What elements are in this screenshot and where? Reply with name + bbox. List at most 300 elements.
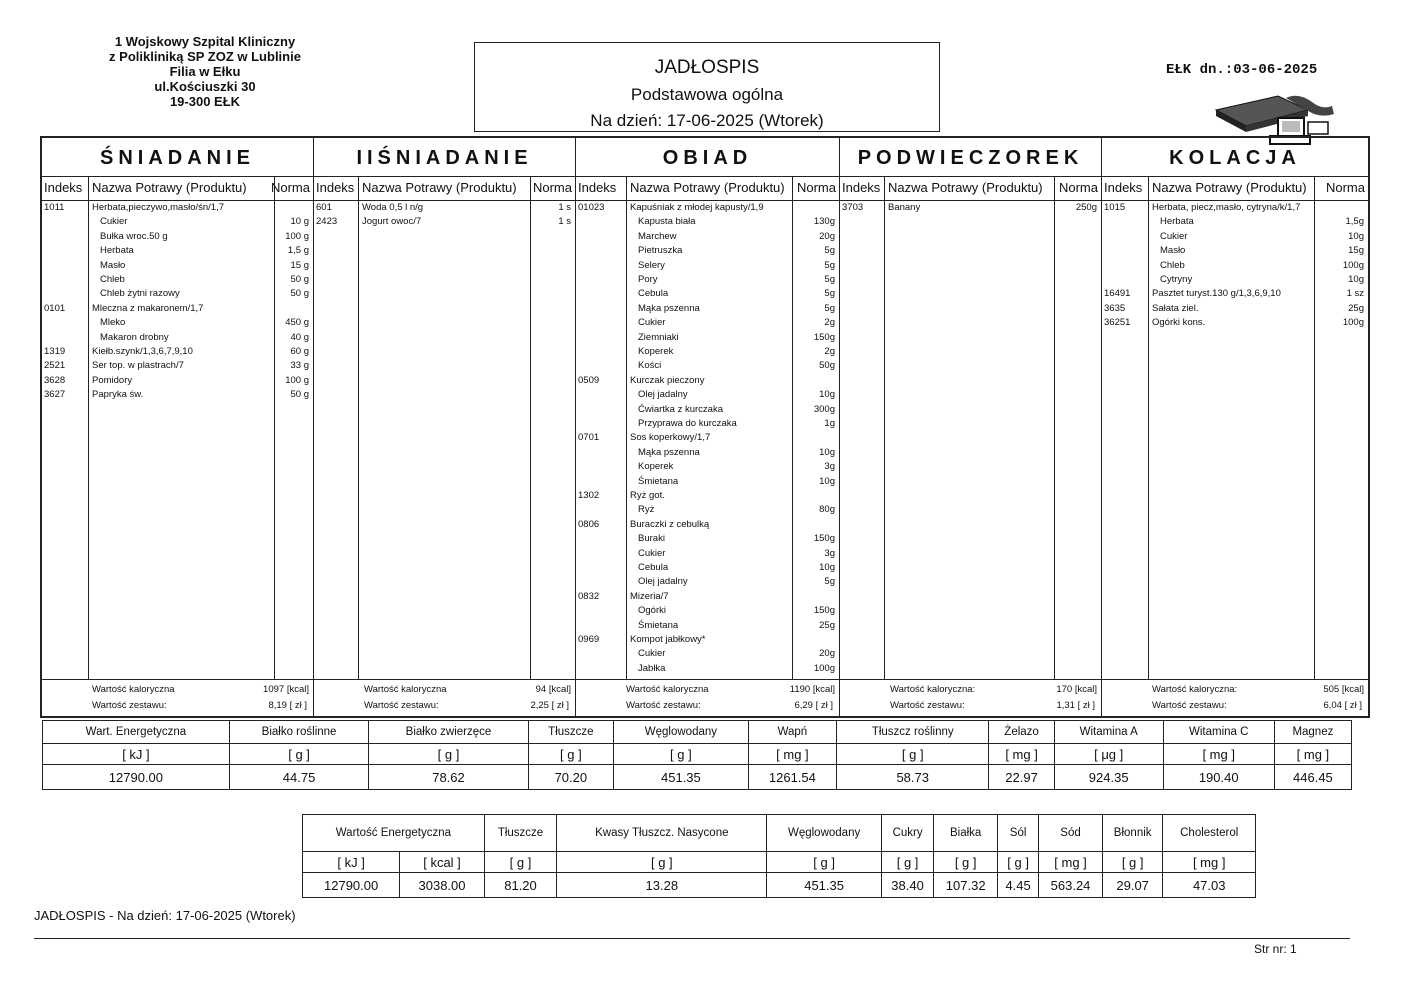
nut2-header: Cholesterol	[1163, 815, 1256, 852]
nut2-unit: [ g ]	[1102, 852, 1163, 873]
row-index: 16491	[1104, 288, 1131, 300]
menu-row	[576, 303, 839, 317]
nut2-value: 47.03	[1163, 873, 1256, 898]
menu-grid	[40, 136, 1370, 718]
menu-row	[42, 274, 313, 288]
nut2-unit: [ kcal ]	[400, 852, 485, 873]
menu-row	[42, 245, 313, 259]
row-norm: 5g	[824, 274, 835, 285]
row-name: Chleb	[1160, 259, 1185, 271]
nut2-value: 81.20	[484, 873, 557, 898]
row-name: Cebula	[638, 288, 669, 300]
nut2-value: 12790.00	[303, 873, 400, 898]
menu-row	[576, 562, 839, 576]
row-name: Sos koperkowy/1,7	[630, 432, 711, 444]
nut-unit: [ g ]	[528, 744, 613, 765]
menu-row	[42, 346, 313, 360]
nut-value: 22.97	[989, 765, 1054, 790]
row-name: Przyprawa do kurczaka	[638, 418, 737, 429]
meal-column-header	[576, 176, 839, 201]
nut2-value: 38.40	[881, 873, 933, 898]
header-index: Indeks	[316, 180, 355, 195]
row-name: Mleczna z makaronem/1,7	[92, 302, 204, 314]
row-norm: 10g	[1348, 274, 1364, 285]
nut2-header: Sód	[1039, 815, 1103, 852]
row-norm: 80g	[819, 504, 835, 516]
nut2-header: Białka	[934, 815, 998, 852]
row-name: Ćwiartka z kurczaka	[638, 403, 723, 415]
row-name: Pasztet turyst.130 g/1,3,6,9,10	[1152, 288, 1281, 300]
menu-row	[42, 389, 313, 403]
nut-header: Żelazo	[989, 721, 1054, 744]
row-name: Ryż	[638, 504, 655, 516]
row-name: Cukier	[1160, 230, 1188, 242]
menu-row	[576, 389, 839, 403]
nutrition-table-summary	[302, 814, 1256, 898]
row-norm: 10g	[819, 562, 835, 573]
menu-row	[576, 461, 839, 475]
nut2-value: 563.24	[1039, 873, 1103, 898]
row-name: Pory	[638, 274, 658, 285]
nut2-header: Kwasy Tłuszcz. Nasycone	[557, 815, 767, 852]
nut-unit: [ mg ]	[1274, 744, 1351, 765]
menu-row	[576, 447, 839, 461]
menu-row	[1102, 245, 1368, 259]
meal-column	[1102, 138, 1368, 716]
row-norm: 100 g	[285, 230, 309, 242]
nut-value: 451.35	[614, 765, 749, 790]
price-label: Wartość zestawu:	[890, 700, 965, 711]
meal-column	[840, 138, 1102, 716]
meal-title: KOLACJA	[1102, 138, 1368, 177]
row-norm: 3g	[824, 547, 835, 559]
hospital-line: ul.Kościuszki 30	[154, 79, 256, 94]
menu-row	[42, 216, 313, 230]
row-index: 01023	[578, 202, 605, 213]
menu-row	[42, 317, 313, 331]
row-index: 3628	[44, 374, 66, 386]
nut2-value: 107.32	[934, 873, 998, 898]
nut-unit: [ g ]	[837, 744, 989, 765]
row-index: 0509	[578, 374, 600, 386]
row-name: Buraki	[638, 533, 665, 545]
row-name: Kompot jabłkowy*	[630, 634, 706, 645]
row-norm: 1,5 g	[287, 245, 309, 257]
row-name: Ser top. w plastrach/7	[92, 360, 184, 372]
menu-row	[576, 648, 839, 662]
nut-unit: [ mg ]	[748, 744, 836, 765]
row-norm: 20g	[819, 648, 835, 660]
meal-title: PODWIECZOREK	[840, 138, 1101, 177]
hospital-address	[70, 34, 340, 109]
kcal-label: Wartość kaloryczna	[626, 684, 709, 695]
issue-date: EŁK dn.:03-06-2025	[1166, 62, 1318, 78]
row-norm: 1 s	[558, 202, 571, 213]
menu-row	[576, 216, 839, 230]
nut2-header: Tłuszcze	[484, 815, 557, 852]
menu-row	[1102, 317, 1368, 331]
menu-row	[1102, 231, 1368, 245]
row-name: Papryka św.	[92, 389, 144, 401]
meal-title: IIŚNIADANIE	[314, 138, 575, 177]
header-norm: Norma	[1325, 180, 1365, 195]
row-name: Kiełb.szynk/1,3,6,7,9,10	[92, 346, 193, 357]
price-value: 1,31 [ zł ]	[1056, 700, 1095, 711]
nut-unit: [ μg ]	[1054, 744, 1163, 765]
header-index: Indeks	[1104, 180, 1143, 195]
row-norm: 5g	[824, 576, 835, 588]
row-norm: 450 g	[285, 317, 309, 329]
menu-row	[42, 303, 313, 317]
header-name: Nazwa Potrawy (Produktu)	[362, 180, 517, 195]
hospital-line: 1 Wojskowy Szpital Kliniczny	[114, 34, 296, 49]
row-norm: 2g	[824, 317, 835, 329]
nut-value: 78.62	[369, 765, 528, 790]
row-name: Woda 0,5 l n/g	[362, 202, 424, 213]
header-name: Nazwa Potrawy (Produktu)	[92, 180, 247, 195]
row-norm: 100g	[1342, 317, 1364, 329]
meal-title: OBIAD	[576, 138, 839, 177]
kcal-value: 1097 [kcal]	[263, 684, 309, 695]
menu-row	[576, 620, 839, 634]
price-value: 8,19 [ zł ]	[268, 700, 307, 711]
row-norm: 1 s	[558, 216, 571, 228]
nut-value: 190.40	[1163, 765, 1274, 790]
menu-row	[576, 317, 839, 331]
meal-summary	[42, 679, 313, 716]
row-norm: 2g	[824, 346, 835, 357]
nut2-value: 13.28	[557, 873, 767, 898]
row-norm: 100 g	[285, 374, 309, 386]
row-name: Koperek	[638, 461, 674, 473]
nut2-unit: [ g ]	[998, 852, 1039, 873]
row-index: 1015	[1104, 202, 1126, 213]
header-name: Nazwa Potrawy (Produktu)	[630, 180, 785, 195]
menu-row	[42, 202, 313, 216]
menu-row	[576, 634, 839, 648]
menu-row	[1102, 202, 1368, 216]
meal-title: ŚNIADANIE	[42, 138, 313, 177]
row-norm: 10g	[819, 446, 835, 458]
menu-row	[840, 202, 1101, 216]
row-name: Kapuśniak z młodej kapusty/1,9	[630, 202, 764, 213]
menu-row	[576, 202, 839, 216]
row-name: Kurczak pieczony	[630, 374, 705, 386]
menu-date: Na dzień: 17-06-2025 (Wtorek)	[590, 111, 824, 130]
row-name: Pietruszka	[638, 245, 683, 257]
menu-row	[576, 260, 839, 274]
footer-divider	[34, 938, 1350, 939]
row-name: Śmietana	[638, 475, 679, 487]
nut2-unit: [ mg ]	[1163, 852, 1256, 873]
header-name: Nazwa Potrawy (Produktu)	[1152, 180, 1307, 195]
price-label: Wartość zestawu:	[1152, 700, 1227, 711]
menu-row	[576, 519, 839, 533]
kcal-label: Wartość kaloryczna:	[1152, 684, 1238, 695]
row-norm: 150g	[813, 331, 835, 343]
row-norm: 150g	[813, 605, 835, 617]
row-norm: 60 g	[290, 346, 309, 357]
row-norm: 1g	[824, 418, 835, 429]
row-name: Herbata	[100, 245, 134, 257]
row-name: Śmietana	[638, 619, 679, 631]
row-name: Ogórki kons.	[1152, 317, 1206, 329]
nut2-header: Cukry	[881, 815, 933, 852]
nut2-unit: [ g ]	[484, 852, 557, 873]
nut2-unit: [ kJ ]	[303, 852, 400, 873]
nut-value: 70.20	[528, 765, 613, 790]
header-norm: Norma	[270, 180, 310, 195]
row-name: Masło	[100, 259, 126, 271]
row-index: 0969	[578, 634, 600, 645]
menu-row	[314, 216, 575, 230]
row-index: 1302	[578, 490, 600, 501]
row-name: Mleko	[100, 317, 126, 329]
menu-row	[576, 663, 839, 677]
row-norm: 33 g	[290, 360, 309, 372]
row-name: Cukier	[638, 317, 666, 329]
diet-name: Podstawowa ogólna	[630, 85, 784, 104]
row-norm: 250g	[1075, 202, 1097, 213]
nut2-header: Węglowodany	[767, 815, 882, 852]
nut2-header: Błonnik	[1102, 815, 1163, 852]
nut-unit: [ g ]	[369, 744, 528, 765]
row-name: Jabłka	[638, 662, 666, 674]
row-index: 0832	[578, 590, 600, 602]
kcal-label: Wartość kaloryczna	[364, 684, 447, 695]
menu-row	[576, 375, 839, 389]
nut-value: 12790.00	[43, 765, 230, 790]
menu-row	[576, 504, 839, 518]
nut2-unit: [ g ]	[881, 852, 933, 873]
price-label: Wartość zestawu:	[364, 700, 439, 711]
nut2-unit: [ mg ]	[1039, 852, 1103, 873]
row-norm: 50 g	[290, 288, 309, 300]
menu-row	[314, 202, 575, 216]
nut-value: 44.75	[229, 765, 368, 790]
column-divider	[1054, 176, 1055, 680]
row-index: 36251	[1104, 317, 1131, 329]
menu-row	[576, 576, 839, 590]
header-norm: Norma	[532, 180, 572, 195]
row-norm: 5g	[824, 288, 835, 300]
row-name: Herbata	[1160, 216, 1194, 228]
nut2-unit: [ g ]	[934, 852, 998, 873]
meal-column	[314, 138, 576, 716]
column-divider	[358, 176, 359, 680]
row-name: Chleb żytni razowy	[100, 288, 180, 300]
row-norm: 100g	[1342, 259, 1364, 271]
row-index: 3627	[44, 389, 66, 401]
row-name: Banany	[888, 202, 921, 213]
kcal-value: 170 [kcal]	[1056, 684, 1097, 695]
nut-header: Magnez	[1274, 721, 1351, 744]
row-norm: 40 g	[290, 331, 309, 343]
row-index: 2423	[316, 216, 338, 228]
row-index: 0701	[578, 432, 600, 444]
meal-column-header	[42, 176, 313, 201]
row-norm: 15 g	[290, 259, 309, 271]
menu-row	[1102, 274, 1368, 288]
nut2-value: 3038.00	[400, 873, 485, 898]
row-norm: 5g	[824, 245, 835, 257]
menu-row	[1102, 288, 1368, 302]
row-norm: 1,5g	[1345, 216, 1364, 228]
row-index: 1319	[44, 346, 66, 357]
header-index: Indeks	[578, 180, 617, 195]
row-norm: 5g	[824, 259, 835, 271]
row-norm: 10 g	[290, 216, 309, 228]
nut-header: Węglowodany	[614, 721, 749, 744]
menu-row	[576, 245, 839, 259]
row-name: Koperek	[638, 346, 674, 357]
menu-row	[576, 288, 839, 302]
nut2-header: Wartość Energetyczna	[303, 815, 485, 852]
row-name: Bułka wroc.50 g	[100, 230, 168, 242]
row-index: 0101	[44, 302, 66, 314]
nut-value: 1261.54	[748, 765, 836, 790]
row-index: 3635	[1104, 302, 1126, 314]
meal-column-header	[840, 176, 1101, 201]
menu-row	[576, 548, 839, 562]
row-norm: 1 sz	[1346, 288, 1364, 300]
row-name: Mąka pszenna	[638, 302, 700, 314]
nut2-value: 4.45	[998, 873, 1039, 898]
nutrition-table-daily	[42, 720, 1352, 790]
row-norm: 25g	[819, 619, 835, 631]
row-name: Cukier	[638, 547, 666, 559]
menu-row	[42, 231, 313, 245]
menu-row	[576, 360, 839, 374]
meal-column	[42, 138, 314, 716]
nut-header: Wart. Energetyczna	[43, 721, 230, 744]
row-name: Sałata ziel.	[1152, 302, 1199, 314]
kcal-label: Wartość kaloryczna	[92, 684, 175, 695]
menu-row	[42, 375, 313, 389]
menu-row	[576, 432, 839, 446]
meal-summary	[576, 679, 839, 716]
row-index: 0806	[578, 518, 600, 530]
row-norm: 130g	[813, 216, 835, 228]
row-name: Ziemniaki	[638, 331, 679, 343]
header-norm: Norma	[1058, 180, 1098, 195]
row-name: Chleb	[100, 274, 125, 285]
row-name: Marchew	[638, 230, 677, 242]
kcal-value: 1190 [kcal]	[789, 684, 835, 695]
row-name: Olej jadalny	[638, 576, 688, 588]
row-norm: 10g	[1348, 230, 1364, 242]
row-norm: 50g	[819, 360, 835, 372]
meal-column-header	[314, 176, 575, 201]
meal-column-header	[1102, 176, 1368, 201]
row-index: 2521	[44, 360, 66, 372]
row-name: Olej jadalny	[638, 389, 688, 401]
menu-row	[576, 332, 839, 346]
nut-header: Wapń	[748, 721, 836, 744]
row-name: Cytryny	[1160, 274, 1193, 285]
menu-row	[42, 360, 313, 374]
nut2-value: 451.35	[767, 873, 882, 898]
meal-summary	[314, 679, 575, 716]
menu-row	[1102, 303, 1368, 317]
row-norm: 20g	[819, 230, 835, 242]
nut-unit: [ mg ]	[1163, 744, 1274, 765]
hospital-line: 19-300 EŁK	[169, 94, 241, 109]
nut-unit: [ g ]	[229, 744, 368, 765]
row-name: Cukier	[638, 648, 666, 660]
row-norm: 150g	[813, 533, 835, 545]
nut-unit: [ kJ ]	[43, 744, 230, 765]
row-name: Kości	[638, 360, 662, 372]
nut-unit: [ g ]	[614, 744, 749, 765]
header-index: Indeks	[842, 180, 881, 195]
nut-value: 924.35	[1054, 765, 1163, 790]
price-value: 2,25 [ zł ]	[530, 700, 569, 711]
row-name: Kapusta biała	[638, 216, 696, 228]
menu-row	[576, 404, 839, 418]
row-norm: 15g	[1348, 245, 1364, 257]
row-norm: 50 g	[290, 389, 309, 401]
menu-row	[42, 288, 313, 302]
menu-row	[576, 346, 839, 360]
nut2-unit: [ g ]	[767, 852, 882, 873]
row-name: Selery	[638, 259, 665, 271]
row-norm: 10g	[819, 475, 835, 487]
menu-row	[576, 418, 839, 432]
nut2-unit: [ g ]	[557, 852, 767, 873]
meal-summary	[840, 679, 1101, 716]
nut2-value: 29.07	[1102, 873, 1163, 898]
row-name: Pomidory	[92, 374, 133, 386]
page-number: Str nr: 1	[1254, 942, 1297, 956]
row-norm: 100g	[813, 662, 835, 674]
column-divider	[530, 176, 531, 680]
meal-summary	[1102, 679, 1368, 716]
price-value: 6,29 [ zł ]	[794, 700, 833, 711]
menu-row	[576, 591, 839, 605]
row-name: Herbata, piecz,masło, cytryna/k/1,7	[1152, 202, 1301, 213]
title-box	[474, 42, 940, 132]
kcal-value: 94 [kcal]	[535, 684, 571, 695]
nut-header: Witamina C	[1163, 721, 1274, 744]
nut-header: Tłuszcz roślinny	[837, 721, 989, 744]
menu-row	[576, 605, 839, 619]
nut-value: 446.45	[1274, 765, 1351, 790]
nut-value: 58.73	[837, 765, 989, 790]
row-name: Ryż got.	[630, 490, 665, 501]
menu-row	[576, 231, 839, 245]
column-divider	[884, 176, 885, 680]
price-label: Wartość zestawu:	[92, 700, 167, 711]
meal-column	[576, 138, 840, 716]
row-name: Buraczki z cebulką	[630, 518, 710, 530]
row-norm: 3g	[824, 461, 835, 473]
header-index: Indeks	[44, 180, 83, 195]
menu-row	[1102, 216, 1368, 230]
kcal-label: Wartość kaloryczna:	[890, 684, 976, 695]
menu-row	[576, 533, 839, 547]
nut-header: Białko roślinne	[229, 721, 368, 744]
menu-row	[42, 260, 313, 274]
nut-header: Witamina A	[1054, 721, 1163, 744]
row-name: Mąka pszenna	[638, 446, 700, 458]
price-label: Wartość zestawu:	[626, 700, 701, 711]
menu-row	[576, 274, 839, 288]
row-norm: 5g	[824, 302, 835, 314]
hospital-line: z Polikliniką SP ZOZ w Lublinie	[109, 49, 301, 64]
row-index: 601	[316, 202, 332, 213]
row-name: Masło	[1160, 245, 1186, 257]
